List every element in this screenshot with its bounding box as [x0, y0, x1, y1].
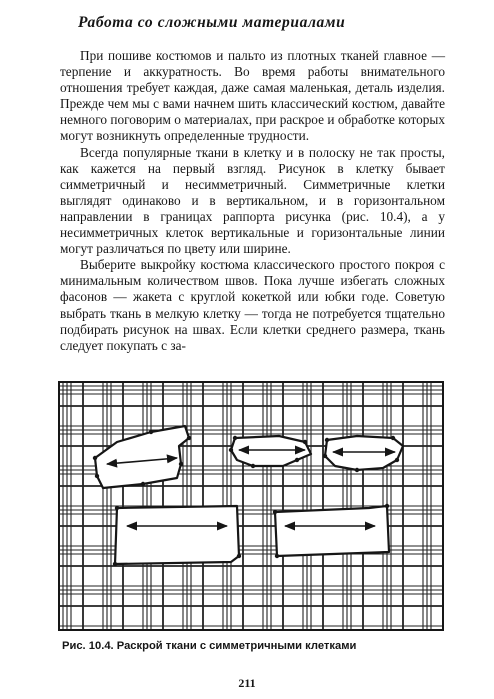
fabric-layout-illustration [57, 380, 445, 632]
notch-mark [93, 456, 97, 460]
body-text [60, 48, 445, 354]
notch-mark [355, 468, 359, 472]
pattern-piece-back [275, 506, 389, 556]
notch-mark [187, 436, 191, 440]
notch-mark [275, 554, 279, 558]
notch-mark [325, 438, 329, 442]
page-number: 211 [238, 676, 256, 690]
notch-mark [273, 510, 277, 514]
figure-10-4 [57, 380, 445, 632]
pattern-piece-front [115, 506, 239, 564]
notch-mark [323, 454, 327, 458]
notch-mark [141, 482, 145, 486]
notch-mark [237, 554, 241, 558]
notch-mark [113, 562, 117, 566]
notch-mark [179, 462, 183, 466]
notch-mark [391, 436, 395, 440]
notch-mark [395, 458, 399, 462]
paragraph-1: При пошиве костюмов и пальто из плотных тканей главное — терпение и аккуратность. Во время работы внимательного отношения требует каждая, даже самая маленькая, деталь изделия. Прежде чем мы с вами начнем шить классический костюм, давайте немного поговорим о материалах, при раскрое и обработке которых могут возникнуть определенные трудности. [60, 48, 445, 144]
notch-mark [149, 430, 153, 434]
notch-mark [233, 436, 237, 440]
figure-caption: Рис. 10.4. Раскрой ткани с симметричными клетками [62, 640, 357, 652]
notch-mark [251, 464, 255, 468]
notch-mark [303, 440, 307, 444]
paragraph-3: Выберите выкройку костюма классического простого покроя с минимальным количеством швов. Пока лучше избегать сложных фасонов — жакета с круглой кокеткой или юбки годе. Советую выбрать ткань в мелкую клетку — тогда не потребуется тщательно подбирать рисунок на швах. Если клетки среднего размера, ткань следует покупать с за- [60, 257, 445, 353]
notch-mark [229, 448, 233, 452]
notch-mark [385, 504, 389, 508]
notch-mark [295, 458, 299, 462]
notch-mark [115, 506, 119, 510]
paragraph-2: Всегда популярные ткани в клетку и в полоску не так просты, как кажется на первый взгляд. Рисунок в клетку бывает симметричный и несимметричный. Симметричные клетки выглядят одинаково и в вертикальном, и в горизонтальном направлении в границах раппорта рисунка (рис. 10.4), а у несимметричных клеток вертикальные и горизонтальные линии могут различаться по цвету или ширине. [60, 144, 445, 257]
section-heading: Работа со сложными материалами [78, 14, 346, 31]
notch-mark [95, 474, 99, 478]
